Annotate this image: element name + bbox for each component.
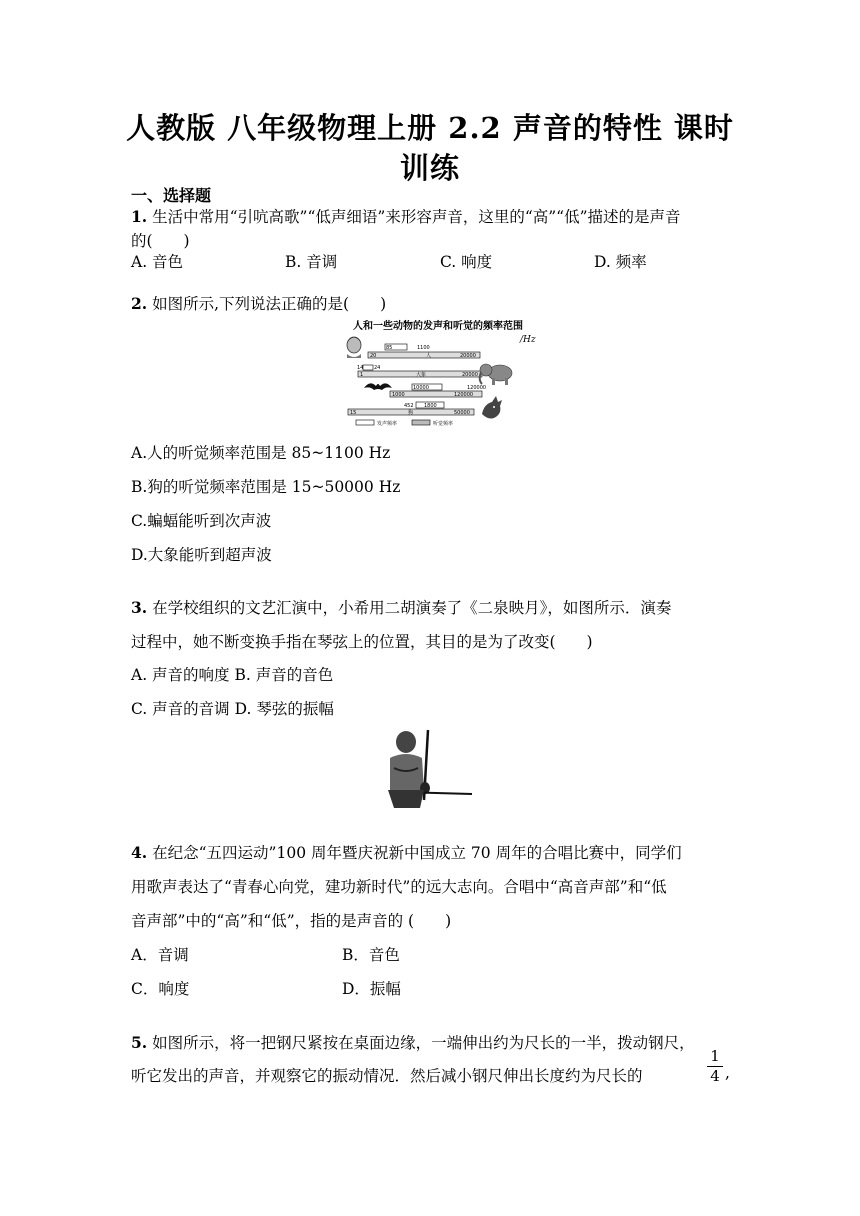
- q4-line1: [131, 841, 682, 863]
- q4-line3: 音声部”中的“高”和“低”，指的是声音的 ( ): [131, 912, 452, 930]
- q4-option-c: C．响度: [131, 980, 190, 998]
- q2-option-a: A.人的听觉频率范围是 85~1100 Hz: [131, 444, 391, 462]
- q5-fraction: [705, 1048, 725, 1085]
- human-hear-low: 20: [370, 353, 377, 359]
- dog-speak-low: 452: [404, 403, 414, 409]
- q4-option-d: D．振幅: [342, 980, 401, 998]
- erhu-player-figure: [380, 728, 475, 810]
- q3-options-row1: A. 声音的响度 B. 声音的音色: [131, 666, 334, 684]
- q1-option-b: B. 音调: [285, 253, 338, 271]
- dog-hear-high: 50000: [454, 410, 470, 416]
- elephant-hear-high: 20000: [462, 372, 478, 378]
- elephant-icon: [480, 364, 512, 385]
- q5-fraction-numerator: 1: [710, 1047, 720, 1065]
- legend-speak: 发声频率: [377, 421, 398, 427]
- q2-option-b: B.狗的听觉频率范围是 15~50000 Hz: [131, 478, 401, 496]
- q3-options-row2: C. 声音的音调 D. 琴弦的振幅: [131, 700, 334, 718]
- q5-line2: 听它发出的声音，并观察它的振动情况．然后减小钢尺伸出长度约为尺长的: [131, 1067, 643, 1085]
- q1-line2: 的( ): [131, 232, 190, 250]
- q3-number: 3.: [131, 598, 148, 617]
- document-title-line1: 人教版 八年级物理上册 2.2 声音的特性 课时: [126, 111, 734, 145]
- q2-line1: [131, 292, 386, 314]
- q1-number: 1.: [131, 207, 148, 226]
- q1-line1: [131, 205, 681, 227]
- q2-number: 2.: [131, 294, 148, 313]
- legend-hear: 听觉频率: [433, 421, 454, 427]
- q5-tail: ,: [725, 1064, 730, 1082]
- dog-label: 狗: [408, 410, 414, 416]
- q5-stem-line1: 如图所示，将一把钢尺紧按在桌面边缘，一端伸出约为尺长的一半，拨动钢尺，: [152, 1034, 695, 1052]
- elephant-label: 大象: [416, 372, 427, 378]
- human-icon: [347, 337, 361, 358]
- section-heading: 一、选择题: [131, 186, 212, 205]
- human-speak-low: 85: [386, 345, 393, 351]
- human-speak-high: 1100: [417, 345, 430, 351]
- q3-line2: 过程中，她不断变换手指在琴弦上的位置，其目的是为了改变( ): [131, 633, 593, 651]
- document-title-line2: 训练: [399, 151, 460, 185]
- dog-icon: [482, 396, 502, 419]
- q5-number: 5.: [131, 1033, 148, 1052]
- q4-option-b: B．音色: [342, 946, 400, 964]
- q3-stem: 在学校组织的文艺汇演中，小希用二胡演奏了《二泉映月》，如图所示．演奏: [152, 599, 672, 617]
- frequency-range-figure: [342, 318, 542, 430]
- elephant-speak-low: 14: [357, 365, 364, 371]
- human-label: 人: [426, 353, 432, 359]
- q4-line2: 用歌声表达了“青春心向党，建功新时代”的远大志向。合唱中“高音声部”和“低: [131, 878, 667, 896]
- bat-hear-low: 1000: [392, 392, 405, 398]
- bat-icon: [364, 383, 392, 390]
- bat-speak-high: 120000: [467, 385, 487, 391]
- elephant-hear-low: 1: [360, 372, 364, 378]
- q1-option-d: D. 频率: [594, 253, 647, 271]
- q1-option-c: C. 响度: [440, 253, 493, 271]
- bat-speak-low: 10000: [413, 385, 429, 391]
- q1-stem: 生活中常用“引吭高歌”“低声细语”来形容声音，这里的“高”“低”描述的是声音: [152, 208, 681, 226]
- dog-speak-high: 1800: [424, 403, 437, 409]
- q4-stem-line1: 在纪念“五四运动”100 周年暨庆祝新中国成立 70 周年的合唱比赛中，同学们: [152, 844, 682, 862]
- q5-fraction-denominator: 4: [710, 1067, 720, 1085]
- figure-unit: /Hz: [520, 335, 536, 345]
- elephant-speak-high: 24: [374, 365, 381, 371]
- q2-option-c: C.蝙蝠能听到次声波: [131, 512, 272, 530]
- figure-title: 人和一些动物的发声和听觉的频率范围: [353, 321, 523, 332]
- human-hear-high: 20000: [460, 353, 476, 359]
- q2-option-d: D.大象能听到超声波: [131, 546, 272, 564]
- q4-option-a: A．音调: [131, 946, 189, 964]
- bat-hear-high: 120000: [454, 392, 474, 398]
- q1-option-a: A. 音色: [131, 253, 184, 271]
- q4-number: 4.: [131, 843, 148, 862]
- q2-stem: 如图所示,下列说法正确的是( ): [152, 295, 387, 313]
- q5-line1: [131, 1031, 695, 1053]
- q3-line1: [131, 596, 671, 618]
- dog-hear-low: 15: [350, 410, 357, 416]
